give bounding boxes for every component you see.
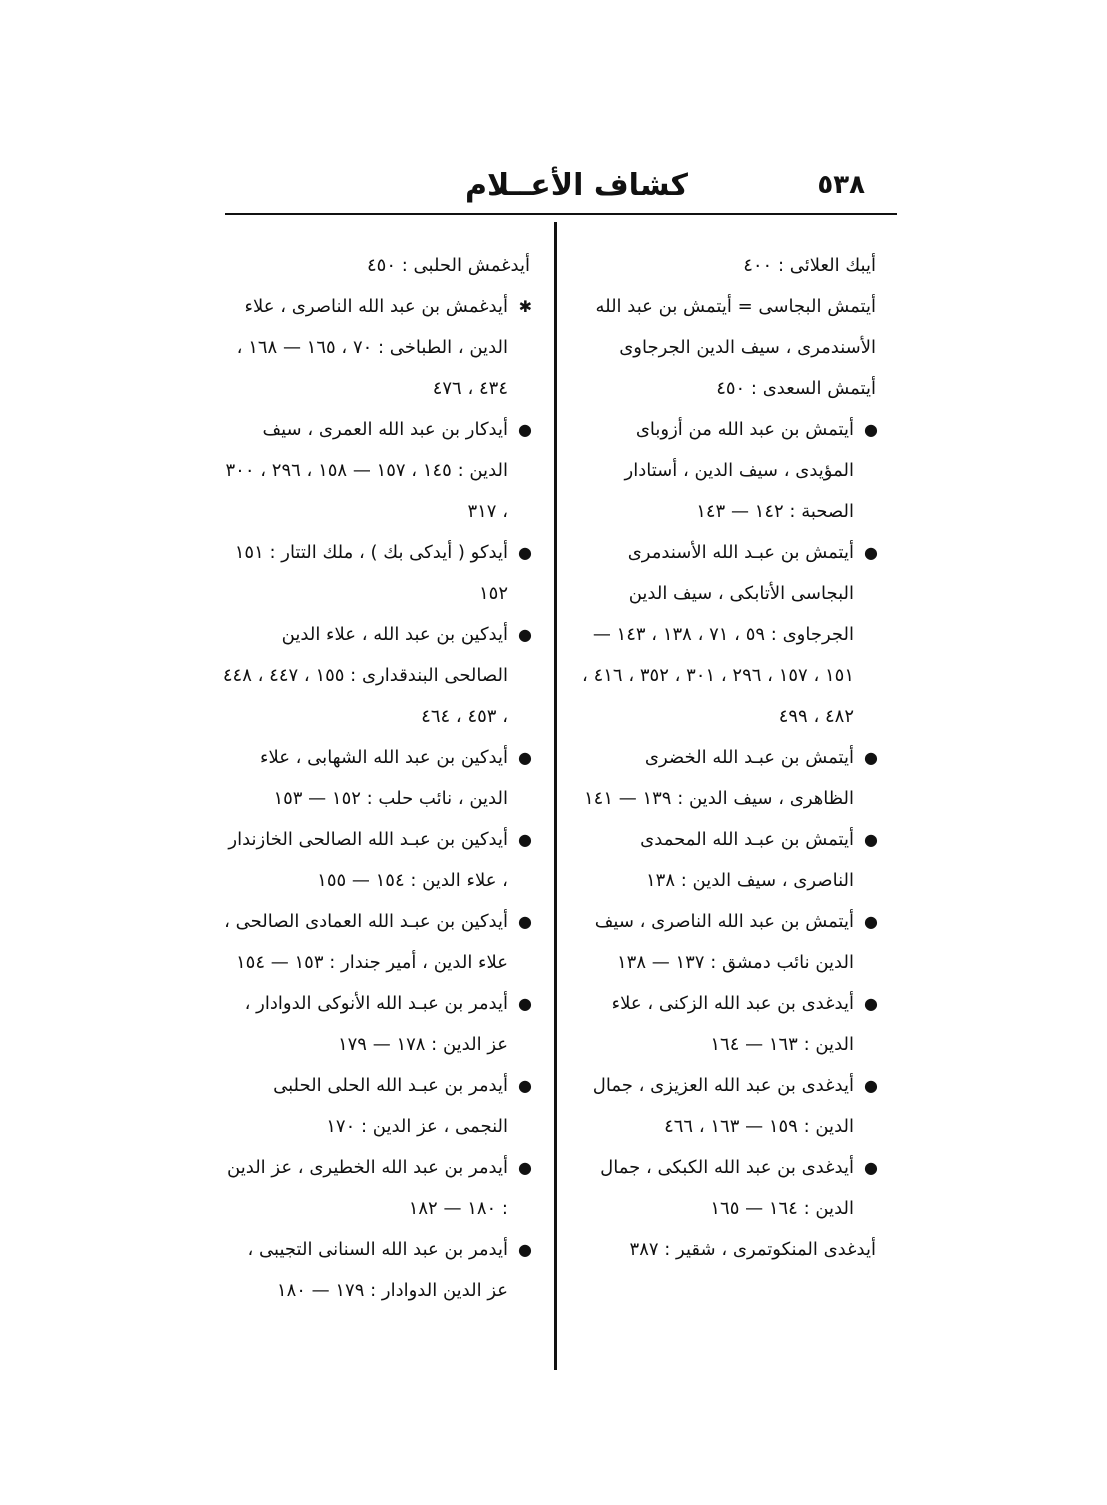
entry-text: أيتمش السعدى : ٤٥٠ xyxy=(716,378,876,399)
entry-text: أيتمش بن عبـد الله المحمدى الناصرى ، سيف الدين : ١٣٨ xyxy=(640,829,854,891)
index-entry xyxy=(575,409,880,532)
index-entry xyxy=(222,532,534,614)
entry-text: أيدغدى المنكوتمرى ، شقير : ٣٨٧ xyxy=(629,1239,876,1260)
index-entry xyxy=(575,1147,880,1229)
index-entry xyxy=(222,614,534,737)
index-entry xyxy=(575,983,880,1065)
bullet-icon: ● xyxy=(518,543,532,562)
entry-text: أيدغدى بن عبد الله الزكنى ، علاء الدين : ١٦٣ — ١٦٤ xyxy=(611,993,854,1055)
index-entry xyxy=(222,819,534,901)
bullet-icon: ● xyxy=(864,1076,878,1095)
entry-text: أيتمش البجاسى = أيتمش بن عبد الله الأسندمرى ، سيف الدين الجرجاوى xyxy=(595,296,876,358)
index-entry xyxy=(575,1229,880,1270)
entry-text: أيدغدى بن عبد الله الكبكى ، جمال الدين : ١٦٤ — ١٦٥ xyxy=(600,1157,854,1219)
bullet-icon: ● xyxy=(518,625,532,644)
index-entry xyxy=(222,1065,534,1147)
entry-text: أيدكين بن عبـد الله العمادى الصالحى ، علاء الدين ، أمير جندار : ١٥٣ — ١٥٤ xyxy=(224,911,508,973)
bullet-icon: ● xyxy=(518,420,532,439)
index-entry xyxy=(222,409,534,532)
index-column-left xyxy=(222,245,534,1311)
bullet-icon: ● xyxy=(518,1240,532,1259)
bullet-icon: ● xyxy=(864,830,878,849)
index-entry xyxy=(222,286,534,409)
entry-text: أيدكو ( أيدكى بك ) ، ملك التتار : ١٥١ ١٥٢ xyxy=(234,542,508,604)
index-entry xyxy=(575,819,880,901)
entry-text: أيدغمش بن عبد الله الناصرى ، علاء الدين ، الطباخى : ٧٠ ، ١٦٥ — ١٦٨ ، ٤٣٤ ، ٤٧٦ xyxy=(236,296,508,399)
index-entry xyxy=(222,737,534,819)
entry-text: أيدكين بن عبد الله ، علاء الدين الصالحى البندقدارى : ١٥٥ ، ٤٤٧ ، ٤٤٨ ، ٤٥٣ ، ٤٦٤ xyxy=(222,624,508,727)
index-entry xyxy=(575,245,880,286)
index-entry xyxy=(575,532,880,737)
bullet-icon: ✱ xyxy=(518,297,532,316)
entry-text: أيتمش بن عبـد الله الأسندمرى البجاسى الأتابكى ، سيف الدين الجرجاوى : ٥٩ ، ٧١ ، ١٣٨ ، ١٤٣ — ١٥١ ، ١٥٧ ، ٢٩٦ ، ٣٠١ ، ٣٥٢ ، ٤١٦ ، ٤٨٢ ، ٤٩٩ xyxy=(582,542,854,727)
index-entry xyxy=(222,1147,534,1229)
index-entry xyxy=(575,1065,880,1147)
index-entry xyxy=(222,245,534,286)
column-divider xyxy=(554,222,557,1370)
bullet-icon: ● xyxy=(864,1158,878,1177)
bullet-icon: ● xyxy=(864,912,878,931)
entry-text: أيدمر بن عبد الله الخطيرى ، عز الدين : ١٨٠ — ١٨٢ xyxy=(227,1157,508,1219)
entry-text: أيدغمش الحلبى : ٤٥٠ xyxy=(367,255,530,276)
bullet-icon: ● xyxy=(864,420,878,439)
index-entry xyxy=(575,737,880,819)
index-entry xyxy=(222,983,534,1065)
index-entry xyxy=(575,901,880,983)
bullet-icon: ● xyxy=(518,1076,532,1095)
entry-text: أيتمش بن عبد الله من أزوباى المؤيدى ، سيف الدين ، أستادار الصحبة : ١٤٢ — ١٤٣ xyxy=(624,419,854,522)
entry-text: أيدمر بن عبـد الله الأنوكى الدوادار ، عز الدين : ١٧٨ — ١٧٩ xyxy=(244,993,508,1055)
running-title: كشاف الأعــلام xyxy=(465,168,688,203)
bullet-icon: ● xyxy=(864,748,878,767)
index-entry xyxy=(222,1229,534,1311)
index-entry xyxy=(575,286,880,368)
entry-text: أيتمش بن عبـد الله الخضرى الظاهرى ، سيف الدين : ١٣٩ — ١٤١ xyxy=(583,747,854,809)
bullet-icon: ● xyxy=(518,1158,532,1177)
page-number: ٥٣٨ xyxy=(817,170,865,200)
entry-text: أيبك العلائى : ٤٠٠ xyxy=(743,255,876,276)
bullet-icon: ● xyxy=(864,543,878,562)
index-column-right xyxy=(575,245,880,1270)
entry-text: أيدمر بن عبد الله السنانى التجيبى ، عز الدين الدوادار : ١٧٩ — ١٨٠ xyxy=(247,1239,508,1301)
entry-text: أيدكين بن عبد الله الشهابى ، علاء الدين ، نائب حلب : ١٥٢ — ١٥٣ xyxy=(259,747,508,809)
bullet-icon: ● xyxy=(518,994,532,1013)
index-entry xyxy=(222,901,534,983)
entry-text: أيدغدى بن عبد الله العزيزى ، جمال الدين : ١٥٩ — ١٦٣ ، ٤٦٦ xyxy=(592,1075,854,1137)
entry-text: أيدمر بن عبـد الله الحلى الحلبى النجمى ، عز الدين : ١٧٠ xyxy=(273,1075,508,1137)
header-rule xyxy=(225,213,897,215)
entry-text: أيدكار بن عبد الله العمرى ، سيف الدين : ١٤٥ ، ١٥٧ — ١٥٨ ، ٢٩٦ ، ٣٠٠ ، ٣١٧ xyxy=(225,419,508,522)
page-header xyxy=(225,160,895,210)
bullet-icon: ● xyxy=(518,748,532,767)
bullet-icon: ● xyxy=(518,912,532,931)
entry-text: أيتمش بن عبد الله الناصرى ، سيف الدين نائب دمشق : ١٣٧ — ١٣٨ xyxy=(594,911,854,973)
index-entry xyxy=(575,368,880,409)
entry-text: أيدكين بن عبـد الله الصالحى الخازندار ، علاء الدين : ١٥٤ — ١٥٥ xyxy=(228,829,508,891)
bullet-icon: ● xyxy=(518,830,532,849)
bullet-icon: ● xyxy=(864,994,878,1013)
